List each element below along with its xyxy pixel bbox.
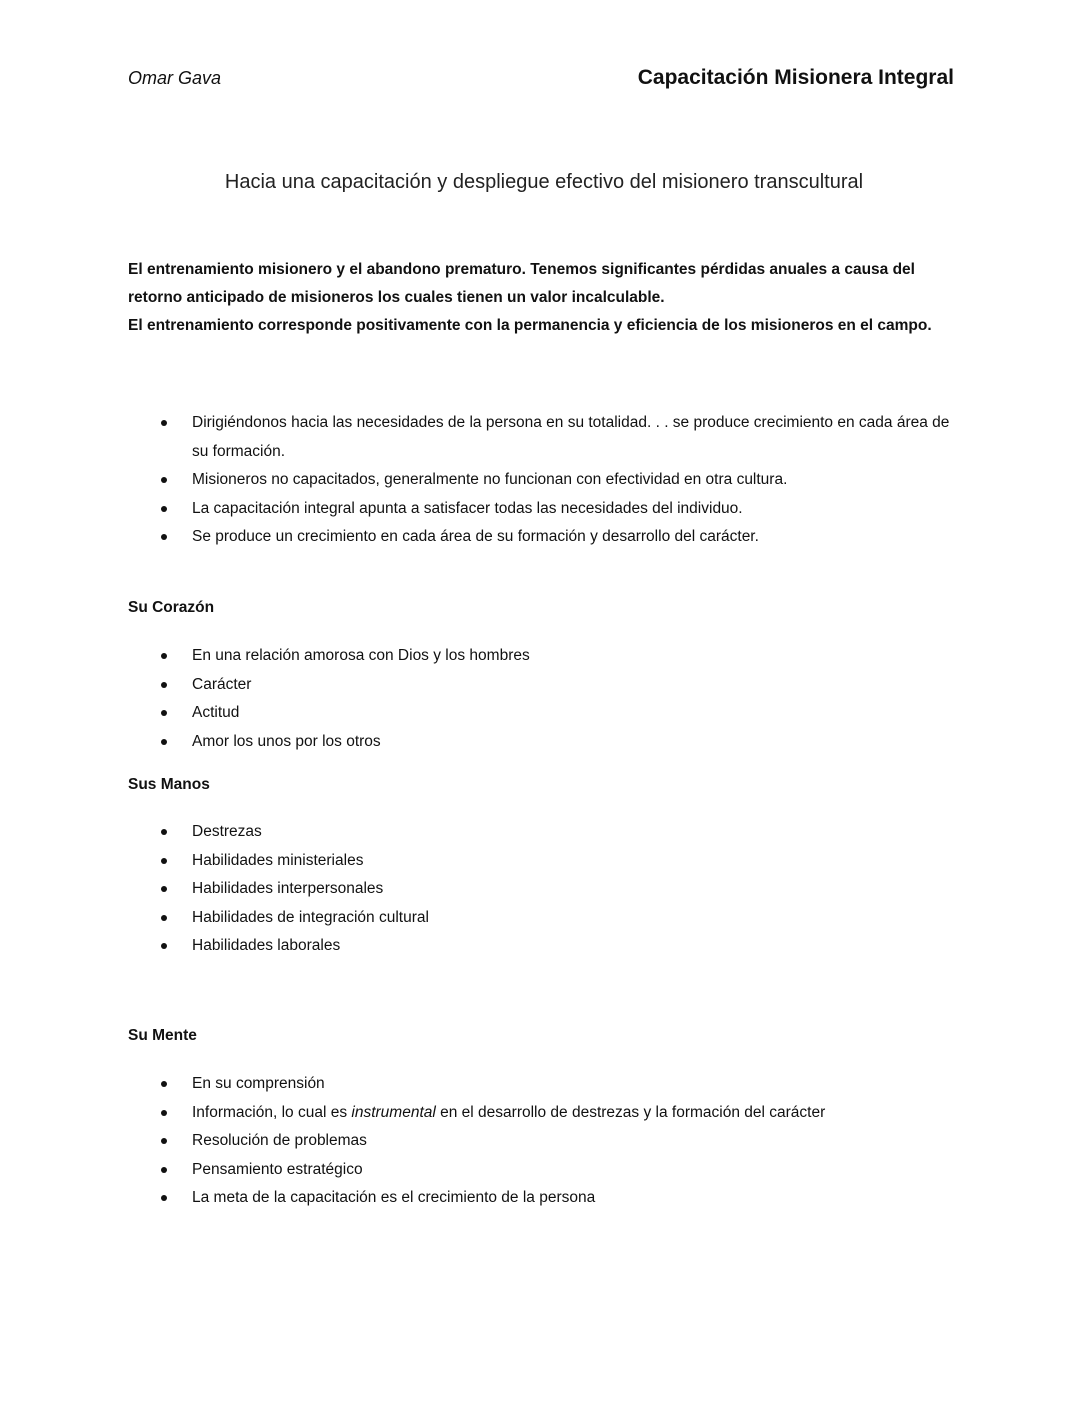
list-item [128,932,968,961]
list-item [128,1184,968,1213]
list-item [128,818,968,847]
list-item-text: Resolución de problemas [192,1132,367,1149]
list-item-text: Habilidades ministeriales [192,851,364,869]
bullet-icon [161,739,167,745]
list-item [128,495,968,524]
list-item-text: Habilidades interpersonales [192,880,384,897]
list-item-text-part: Información, lo cual es [192,1103,352,1121]
list-item-text: En una relación amorosa con Dios y los hombres [192,647,530,664]
list-item-text: Carácter [192,675,252,693]
bullet-icon [161,886,167,892]
list-item-text: Destrezas [192,823,262,840]
list-item-text-part: en el desarrollo de destrezas y la formación del carácter [435,1103,826,1121]
list-item [128,1070,968,1099]
list-item [128,699,968,728]
bullet-icon [161,1110,167,1116]
list-item [128,875,968,904]
bullet-icon [161,1195,167,1201]
list-item [128,728,968,757]
bullet-icon [161,653,167,659]
list-item-text: En su comprensión [192,1075,325,1092]
italic-emphasis: instrumental [351,1103,436,1121]
list-item-text: Dirigiéndonos hacia las necesidades de la persona en su totalidad. . . se produce crecimiento en cada área de su formación. [192,414,950,460]
bullet-icon [161,420,167,426]
list-item [128,523,968,552]
list-item-text: Actitud [192,704,240,721]
list-item-text: Habilidades de integración cultural [192,908,429,926]
intro-bullet-list [128,409,968,552]
list-item-text: Misioneros no capacitados, generalmente no funcionan con efectividad en otra cultura. [192,471,788,488]
list-item [128,1127,968,1156]
bullet-icon [161,1167,167,1173]
bullet-icon [161,534,167,540]
section-heading-mente: Su Mente [128,1027,197,1044]
list-item [128,1099,968,1128]
bullet-icon [161,943,167,949]
intro-block [128,256,958,340]
list-item [128,671,968,700]
manos-bullet-list [128,818,968,961]
list-item-text: La capacitación integral apunta a satisfacer todas las necesidades del individuo. [192,499,743,517]
list-item [128,466,968,495]
list-item-text: La meta de la capacitación es el crecimiento de la persona [192,1189,596,1206]
header-course-title: Capacitación Misionera Integral [637,66,954,89]
section-heading-corazon: Su Corazón [128,599,215,616]
document-title: Hacia una capacitación y despliegue efectivo del misionero transcultural [224,171,864,193]
bullet-icon [161,477,167,483]
bullet-icon [161,858,167,864]
bullet-icon [161,682,167,688]
intro-paragraph: El entrenamiento misionero y el abandono prematuro. Tenemos significantes pérdidas anuales a causa del retorno anticipado de misioneros los cuales tienen un valor incalculable. [128,261,915,306]
bullet-icon [161,1138,167,1144]
list-item [128,409,968,466]
bullet-icon [161,506,167,512]
list-item [128,642,968,671]
corazon-bullet-list [128,642,968,756]
bullet-icon [161,915,167,921]
list-item [128,904,968,933]
bullet-icon [161,1081,167,1087]
intro-paragraph: El entrenamiento corresponde positivamente con la permanencia y eficiencia de los misioneros en el campo. [128,317,932,334]
list-item-text: Amor los unos por los otros [192,732,381,750]
list-item-text: Se produce un crecimiento en cada área de su formación y desarrollo del carácter. [192,528,759,545]
header-author: Omar Gava [128,68,222,88]
section-heading-manos: Sus Manos [128,776,210,793]
bullet-icon [161,710,167,716]
list-item-text [192,1104,825,1121]
list-item-text: Habilidades laborales [192,937,341,954]
bullet-icon [161,829,167,835]
list-item-text: Pensamiento estratégico [192,1160,363,1178]
mente-bullet-list [128,1070,968,1213]
list-item [128,847,968,876]
list-item [128,1156,968,1185]
